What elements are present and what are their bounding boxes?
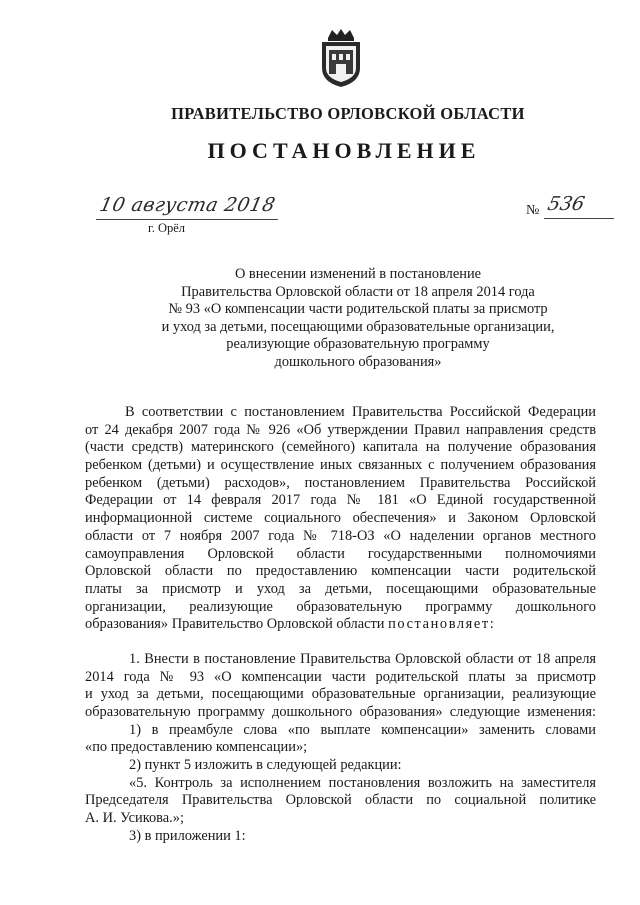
subitem-3 <box>85 828 596 846</box>
body-line: А. И. Усикова.»; <box>85 810 184 827</box>
document-subject <box>120 266 596 372</box>
body-line: образовательную программу дошкольного образования» следующие изменения: <box>85 704 596 720</box>
body-line: 3) в приложении 1: <box>129 827 246 844</box>
subject-line: дошкольного образования» <box>274 353 442 370</box>
subitem-2 <box>85 757 596 828</box>
body-line: «по предоставлению компенсации»; <box>85 739 308 756</box>
paragraph-gap <box>85 634 596 651</box>
city-label: г. Орёл <box>148 221 186 235</box>
subject-line: и уход за детьми, посещающими образовательные организации, <box>161 318 555 335</box>
body-line: платы за присмотр и уход за детьми, посещающими образовательные <box>85 580 596 597</box>
government-title: ПРАВИТЕЛЬСТВО ОРЛОВСКОЙ ОБЛАСТИ <box>171 104 525 123</box>
subject-line: реализующие образовательную программу <box>226 336 490 353</box>
body-line: «5. Контроль за исполнением постановления возложить на заместителя <box>129 774 596 791</box>
preamble-paragraph <box>85 404 596 634</box>
body-line: 1. Внести в постановление Правительства Орловской области от 18 апреля <box>129 650 596 667</box>
body-line: и уход за детьми, посещающими образовательные организации, реализующие <box>85 686 596 703</box>
body-line: 2) пункт 5 изложить в следующей редакции: <box>129 757 402 774</box>
body-line: Федерации от 14 февраля 2017 года № 181 «О Единой государственной <box>85 492 596 509</box>
body-line: ребенком (детьми) и осуществление иных связанных с получением образования <box>85 457 596 474</box>
body-line: Председателя Правительства Орловской области по социальной политике <box>85 792 596 809</box>
preamble-last-text: образования» Правительство Орловской области <box>85 616 385 633</box>
handwritten-number: 536 <box>545 193 587 215</box>
document-type: ПОСТАНОВЛЕНИЕ <box>207 138 481 163</box>
body-line: организации, реализующие образовательную программу дошкольного <box>85 598 596 615</box>
handwritten-date: 10 августа 2018 <box>97 194 278 216</box>
document-body <box>85 404 596 846</box>
body-line: (части средств) материнского (семейного) капитала на получение образования <box>85 439 596 456</box>
number-underline <box>544 218 614 219</box>
body-line: области от 7 ноября 2007 года № 718-ОЗ «О наделении органов местного <box>85 527 596 544</box>
subject-line: О внесении изменений в постановление <box>234 266 482 282</box>
date-underline <box>96 219 278 220</box>
item-1-paragraph <box>85 651 596 722</box>
body-line: 2014 года № 93 «О компенсации части родительской платы за присмотр <box>85 668 596 685</box>
body-line: ребенком (детьми) расходов», постановлением Правительства Российской <box>85 474 596 491</box>
body-line: Орловской области по предоставлению компенсации части родительской <box>85 563 596 580</box>
decree-word: постановляет: <box>388 616 496 633</box>
number-label: № <box>526 203 540 218</box>
subitem-1 <box>85 722 596 757</box>
subject-line: № 93 «О компенсации части родительской платы за присмотр <box>168 301 548 318</box>
body-line: от 24 декабря 2007 года № 926 «Об утверждении Правил направления средств <box>85 421 596 438</box>
body-line-final <box>85 616 596 634</box>
body-line: 1) в преамбуле слова «по выплате компенсации» заменить словами <box>129 721 596 738</box>
coat-of-arms-icon <box>316 28 366 88</box>
body-line: самоуправления Орловской области государственными полномочиями <box>85 545 596 562</box>
body-line: В соответствии с постановлением Правительства Российской Федерации <box>125 404 596 420</box>
body-line: информационной системе социального обеспечения» и Законом Орловской <box>85 510 596 527</box>
subject-line: Правительства Орловской области от 18 апреля 2014 года <box>181 283 535 300</box>
